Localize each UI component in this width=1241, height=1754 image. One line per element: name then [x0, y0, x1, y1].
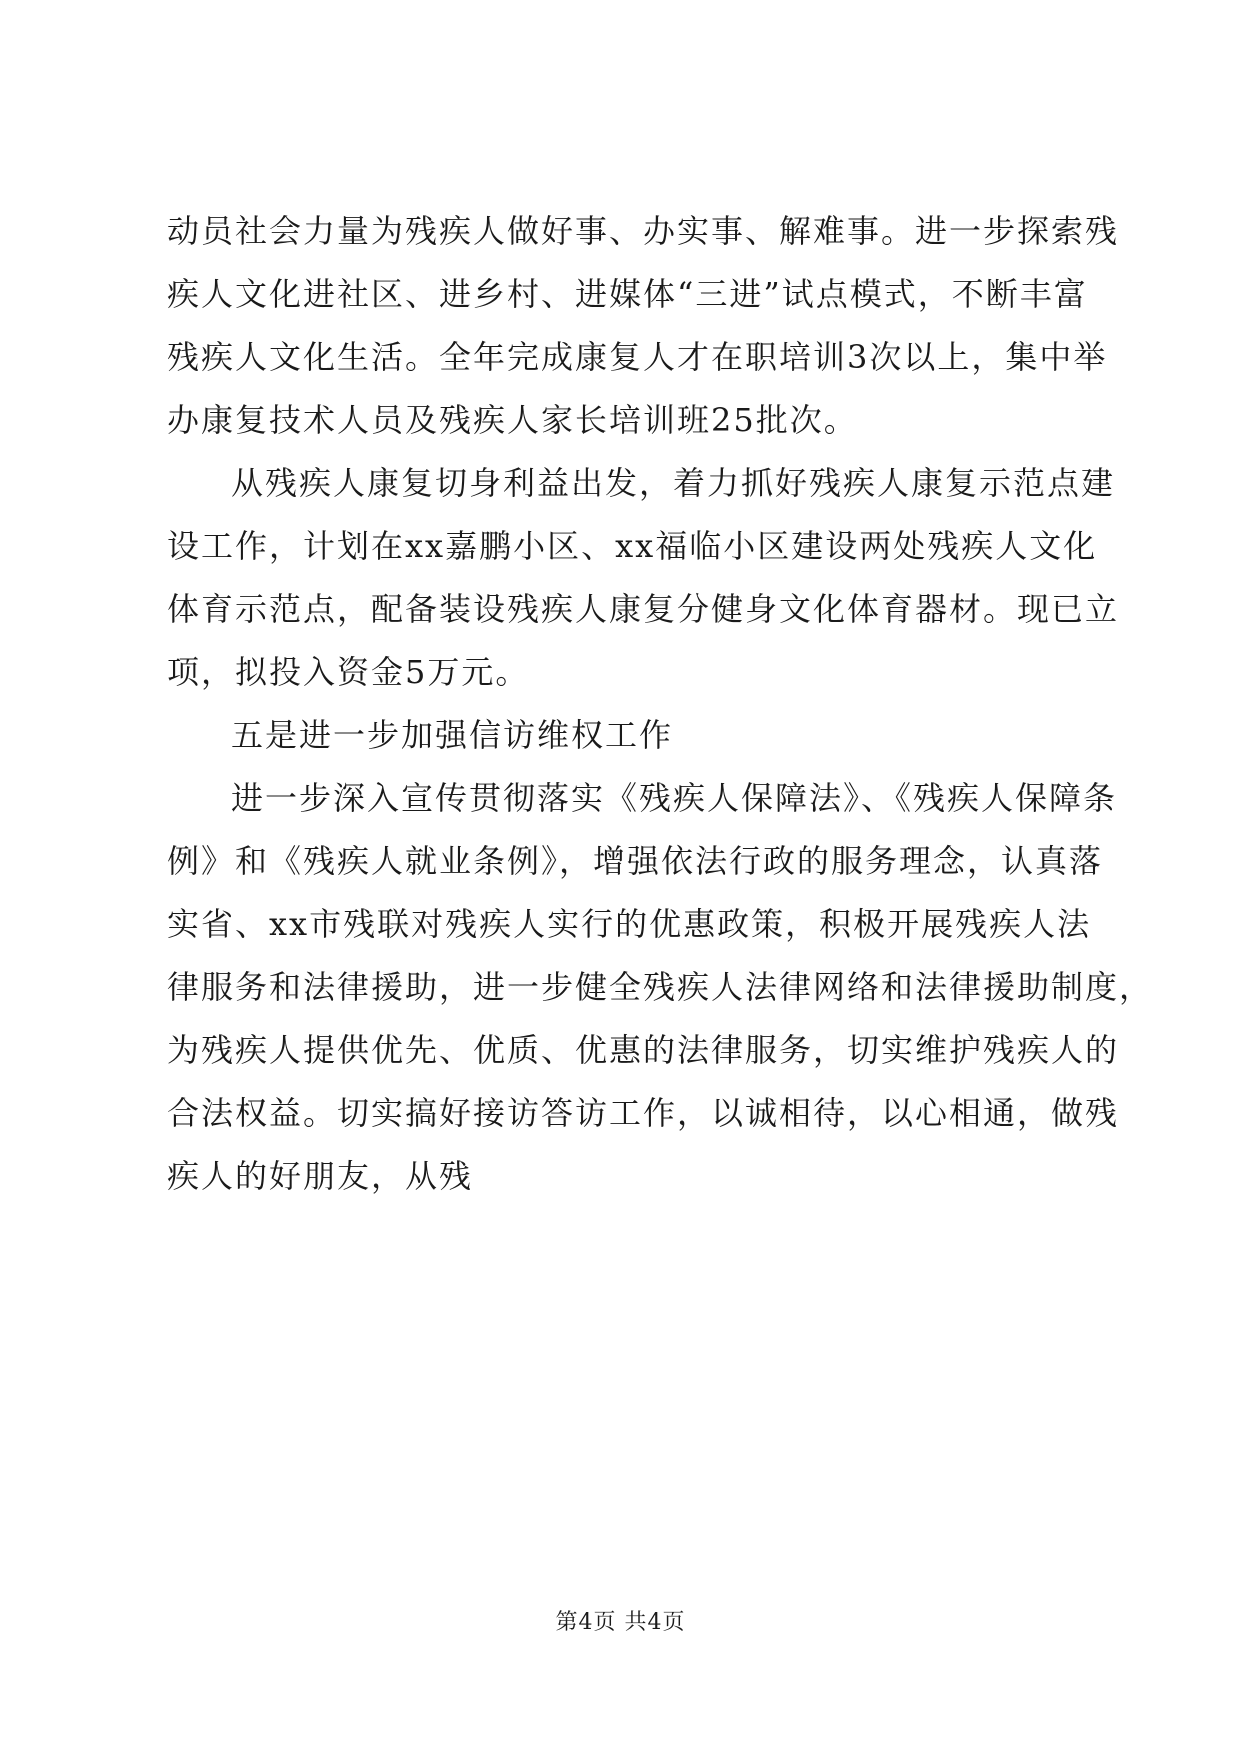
text-line: 实省、xx市残联对残疾人实行的优惠政策，积极开展残疾人法	[167, 905, 1092, 943]
text-line: 合法权益。切实搞好接访答访工作，以诚相待，以心相通，做残	[167, 1094, 1120, 1132]
text-line: 疾人的好朋友，从残	[167, 1157, 474, 1195]
page-number: 第4页 共4页	[555, 1610, 686, 1635]
text-line: 办康复技术人员及残疾人家长培训班25批次。	[167, 401, 858, 439]
page-footer	[0, 1608, 1241, 1638]
text-line: 动员社会力量为残疾人做好事、办实事、解难事。进一步探索残	[167, 212, 1120, 250]
section-heading: 五是进一步加强信访维权工作	[231, 716, 674, 754]
text-line: 例》和《残疾人就业条例》，增强依法行政的服务理念，认真落	[167, 842, 1104, 880]
text-line: 律服务和法律援助，进一步健全残疾人法律网络和法律援助制度，	[167, 968, 1154, 1006]
text-line: 体育示范点，配备装设残疾人康复分健身文化体育器材。现已立	[167, 590, 1120, 628]
document-body	[167, 200, 1154, 1208]
text-line: 为残疾人提供优先、优质、优惠的法律服务，切实维护残疾人的	[167, 1031, 1120, 1069]
text-line: 设工作，计划在xx嘉鹏小区、xx福临小区建设两处残疾人文化	[167, 527, 1098, 565]
text-line: 项，拟投入资金5万元。	[167, 653, 530, 691]
text-line: 疾人文化进社区、进乡村、进媒体“三进”试点模式，不断丰富	[167, 275, 1088, 313]
paragraph-first-line: 从残疾人康复切身利益出发，着力抓好残疾人康复示范点建	[231, 464, 1116, 502]
paragraph-first-line: 进一步深入宣传贯彻落实《残疾人保障法》、《残疾人保障条	[231, 779, 1118, 817]
text-line: 残疾人文化生活。全年完成康复人才在职培训3次以上，集中举	[167, 338, 1108, 376]
